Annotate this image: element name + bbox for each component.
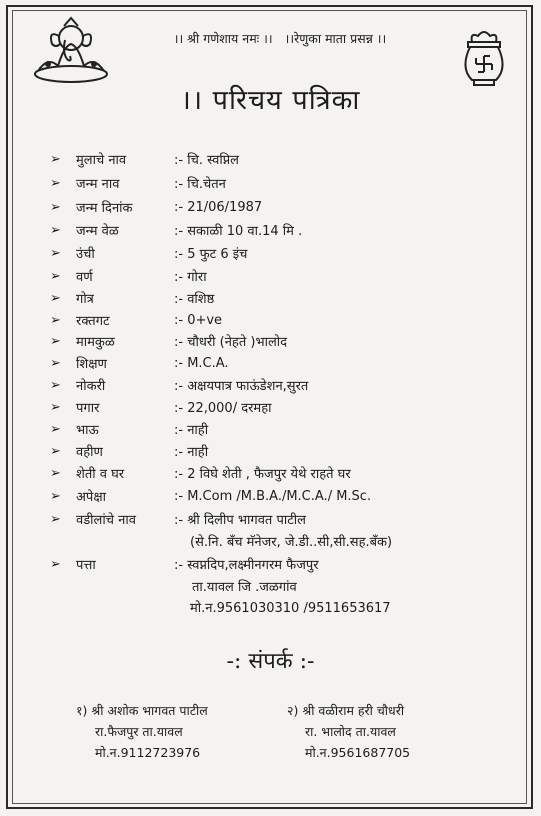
- detail-row: [50, 309, 223, 331]
- detail-row: [50, 330, 288, 352]
- detail-value: :- वशिष्ठ: [174, 292, 215, 307]
- arrow-bullet-icon: ➢: [50, 268, 61, 284]
- detail-value: :- नाही: [174, 423, 209, 438]
- detail-label: जन्म दिनांक: [76, 201, 133, 216]
- detail-label: शेती व घर: [76, 467, 125, 482]
- arrow-bullet-icon: ➢: [50, 421, 61, 437]
- detail-row: [50, 242, 248, 264]
- detail-label: पगार: [76, 401, 100, 416]
- detail-value: :- 21/06/1987: [174, 199, 263, 215]
- detail-label: मामकुळ: [76, 335, 115, 350]
- detail-row: [50, 148, 239, 170]
- arrow-bullet-icon: ➢: [50, 443, 61, 459]
- arrow-bullet-icon: ➢: [50, 377, 61, 393]
- detail-value: :- 22,000/ दरमहा: [174, 401, 272, 416]
- detail-value: :- 5 फुट 6 इंच: [174, 247, 248, 262]
- detail-label: वर्ण: [76, 270, 93, 285]
- detail-row: [50, 462, 351, 484]
- detail-value: :- स्वप्नदिप,लक्ष्मीनगरम फैजपुर: [174, 558, 319, 573]
- father-designation: (से.नि. बँच मॅनेजर, जे.डी..सी,सी.सह.बँक): [190, 535, 393, 550]
- detail-row: [50, 352, 229, 374]
- detail-value: :- 2 विघे शेती , फैजपुर येथे राहते घर: [174, 467, 351, 482]
- arrow-bullet-icon: ➢: [50, 175, 61, 191]
- detail-label: गोत्र: [76, 292, 94, 307]
- detail-row: [50, 287, 215, 309]
- arrow-bullet-icon: ➢: [50, 488, 61, 504]
- detail-label: वहीण: [76, 445, 103, 460]
- detail-row: [50, 508, 306, 530]
- arrow-bullet-icon: ➢: [50, 199, 61, 215]
- detail-label: नोकरी: [76, 379, 106, 394]
- detail-value: :- सकाळी 10 वा.14 मि .: [174, 224, 303, 239]
- arrow-bullet-icon: ➢: [50, 245, 61, 261]
- detail-label: शिक्षण: [76, 357, 107, 372]
- header-blessings: [130, 30, 430, 47]
- detail-row: [50, 265, 207, 287]
- detail-value: :- M.Com /M.B.A./M.C.A./ M.Sc.: [174, 488, 372, 504]
- arrow-bullet-icon: ➢: [50, 151, 61, 167]
- detail-label: रक्तगट: [76, 314, 110, 329]
- detail-value: :- गोरा: [174, 270, 207, 285]
- detail-row: [50, 219, 303, 241]
- detail-label: अपेक्षा: [76, 490, 107, 505]
- detail-value: :- श्री दिलीप भागवत पाटील: [174, 513, 306, 528]
- detail-label: भाऊ: [76, 423, 99, 438]
- contact-1-name: १) श्री अशोक भागवत पाटील: [76, 703, 208, 718]
- arrow-bullet-icon: ➢: [50, 290, 61, 306]
- address-line-3: मो.न.9561030310 /9511653617: [190, 601, 391, 616]
- page-title: ।। परिचय पत्रिका: [180, 85, 361, 116]
- arrow-bullet-icon: ➢: [50, 556, 61, 572]
- detail-row: [50, 374, 309, 396]
- arrow-bullet-icon: ➢: [50, 333, 61, 349]
- detail-value: :- M.C.A.: [174, 355, 229, 371]
- contact-1-phone: मो.न.9112723976: [95, 745, 201, 760]
- ganesh-blessing: ।। श्री गणेशाय नमः ।।: [173, 31, 273, 46]
- detail-label: जन्म वेळ: [76, 224, 119, 239]
- detail-value: :- चि. स्वप्निल: [174, 153, 239, 168]
- detail-value: :- चौधरी (नेहते )भालोद: [174, 335, 288, 350]
- detail-row: [50, 172, 226, 194]
- arrow-bullet-icon: ➢: [50, 312, 61, 328]
- detail-value: :- नाही: [174, 445, 209, 460]
- detail-row: [50, 485, 372, 507]
- contact-1-place: रा.फैजपुर ता.यावल: [95, 724, 183, 739]
- detail-label: पत्ता: [76, 558, 96, 573]
- arrow-bullet-icon: ➢: [50, 355, 61, 371]
- renuka-blessing: ।।रेणुका माता प्रसन्न ।।: [284, 31, 387, 46]
- detail-row: [50, 418, 209, 440]
- arrow-bullet-icon: ➢: [50, 222, 61, 238]
- detail-label: उंची: [76, 247, 95, 262]
- ganesha-icon: [28, 16, 114, 86]
- arrow-bullet-icon: ➢: [50, 465, 61, 481]
- detail-row: [50, 553, 319, 575]
- detail-row: [50, 396, 272, 418]
- detail-value: :- चि.चेतन: [174, 177, 226, 192]
- contact-heading: -: संपर्क :-: [226, 649, 315, 674]
- contact-2-phone: मो.न.9561687705: [305, 745, 411, 760]
- contact-2-name: २) श्री वळीराम हरी चौधरी: [287, 703, 405, 718]
- detail-label: वडीलांचे नाव: [76, 513, 136, 528]
- address-line-2: ता.यावल जि .जळगांव: [192, 580, 297, 595]
- kalash-swastik-icon: [458, 28, 510, 88]
- detail-row: [50, 196, 263, 218]
- arrow-bullet-icon: ➢: [50, 511, 61, 527]
- detail-row: [50, 440, 209, 462]
- detail-value: :- अक्षयपात्र फाऊंडेशन,सुरत: [174, 379, 309, 394]
- detail-value: :- 0+ve: [174, 312, 223, 328]
- detail-label: मुलाचे नाव: [76, 153, 127, 168]
- arrow-bullet-icon: ➢: [50, 399, 61, 415]
- contact-2-place: रा. भालोद ता.यावल: [305, 724, 396, 739]
- detail-label: जन्म नाव: [76, 177, 120, 192]
